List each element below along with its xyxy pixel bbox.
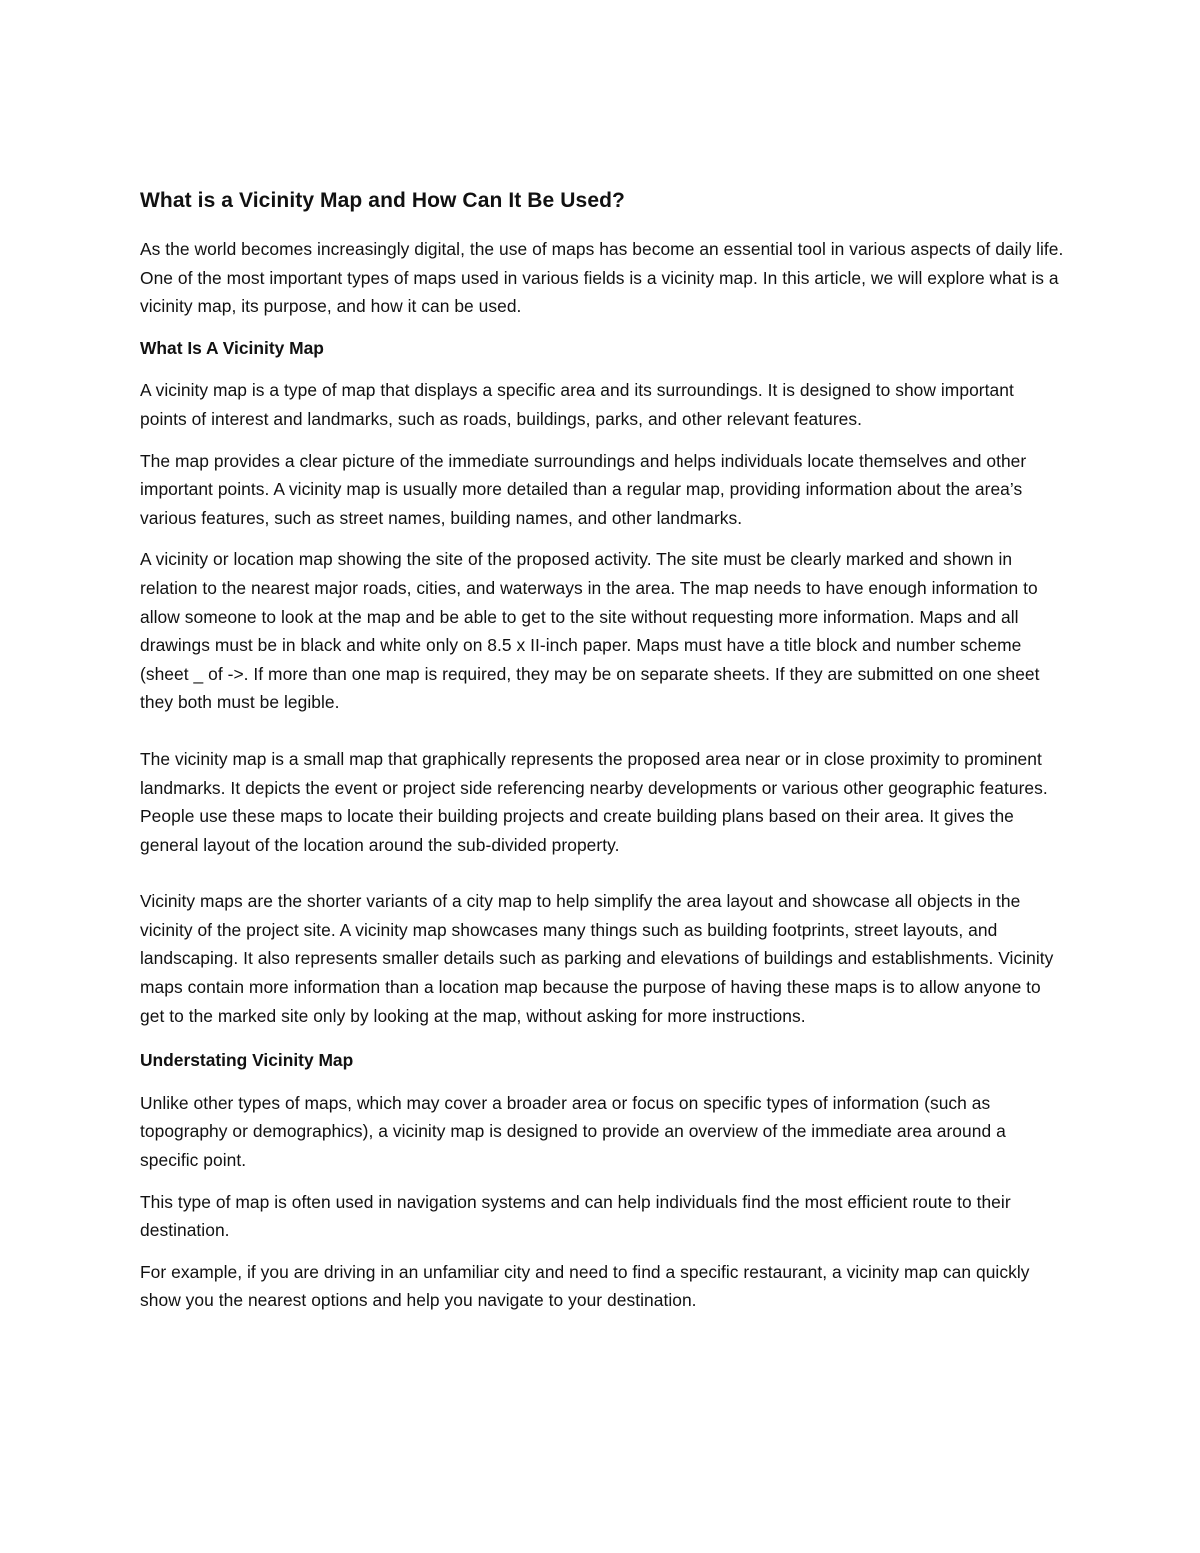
paragraph: The map provides a clear picture of the immediate surroundings and helps individuals locate themselves and other important points. A vicinity map is usually more detailed than a regular map, providing information about the area’s various features, such as street names, building names, and other landmarks.: [140, 450, 1027, 528]
document-title: What is a Vicinity Map and How Can It Be Used?: [140, 189, 625, 212]
intro-paragraph: As the world becomes increasingly digital, the use of maps has become an essential tool in various aspects of daily life. One of the most important types of maps used in various fields is a vicinity map. In this article, we will explore what is a vicinity map, its purpose, and how it can be used.: [140, 239, 1064, 317]
paragraph: A vicinity map is a type of map that displays a specific area and its surroundings. It is designed to show important points of interest and landmarks, such as roads, buildings, parks, and other relevant features.: [140, 380, 1014, 429]
section-heading-what-is: What Is A Vicinity Map: [140, 337, 324, 358]
paragraph: The vicinity map is a small map that graphically represents the proposed area near or in close proximity to prominent landmarks. It depicts the event or project side referencing nearby developments or various other geographic features. People use these maps to locate their building projects and create building plans based on their area. It gives the general layout of the location around the sub-divided property.: [140, 748, 1048, 855]
paragraph: Unlike other types of maps, which may cover a broader area or focus on specific types of information (such as topography or demographics), a vicinity map is designed to provide an overview of the immediate area around a specific point.: [140, 1092, 1006, 1171]
section-heading-understating: Understating Vicinity Map: [140, 1050, 354, 1071]
paragraph: A vicinity or location map showing the site of the proposed activity. The site must be clearly marked and shown in relation to the nearest major roads, cities, and waterways in the area. The map needs to have enough information to allow someone to look at the map and be able to get to the site without requesting more information. Maps and all drawings must be in black and white only on 8.5 x II-inch paper. Maps must have a title block and number scheme (sheet _ of ->. If more than one map is required, they may be on separate sheets. If they are submitted on one sheet they both must be legible.: [140, 549, 1040, 713]
document-body: [140, 186, 1065, 1328]
paragraph: For example, if you are driving in an unfamiliar city and need to find a specific restaurant, a vicinity map can quickly show you the nearest options and help you navigate to your destination.: [140, 1261, 1030, 1311]
paragraph: Vicinity maps are the shorter variants of a city map to help simplify the area layout and showcase all objects in the vicinity of the project site. A vicinity map showcases many things such as building footprints, street layouts, and landscaping. It also represents smaller details such as parking and elevations of buildings and establishments. Vicinity maps contain more information than a location map because the purpose of having these maps is to allow anyone to get to the marked site only by looking at the map, without asking for more instructions.: [140, 891, 1054, 1026]
paragraph: This type of map is often used in navigation systems and can help individuals find the most efficient route to their destination.: [140, 1191, 1011, 1241]
